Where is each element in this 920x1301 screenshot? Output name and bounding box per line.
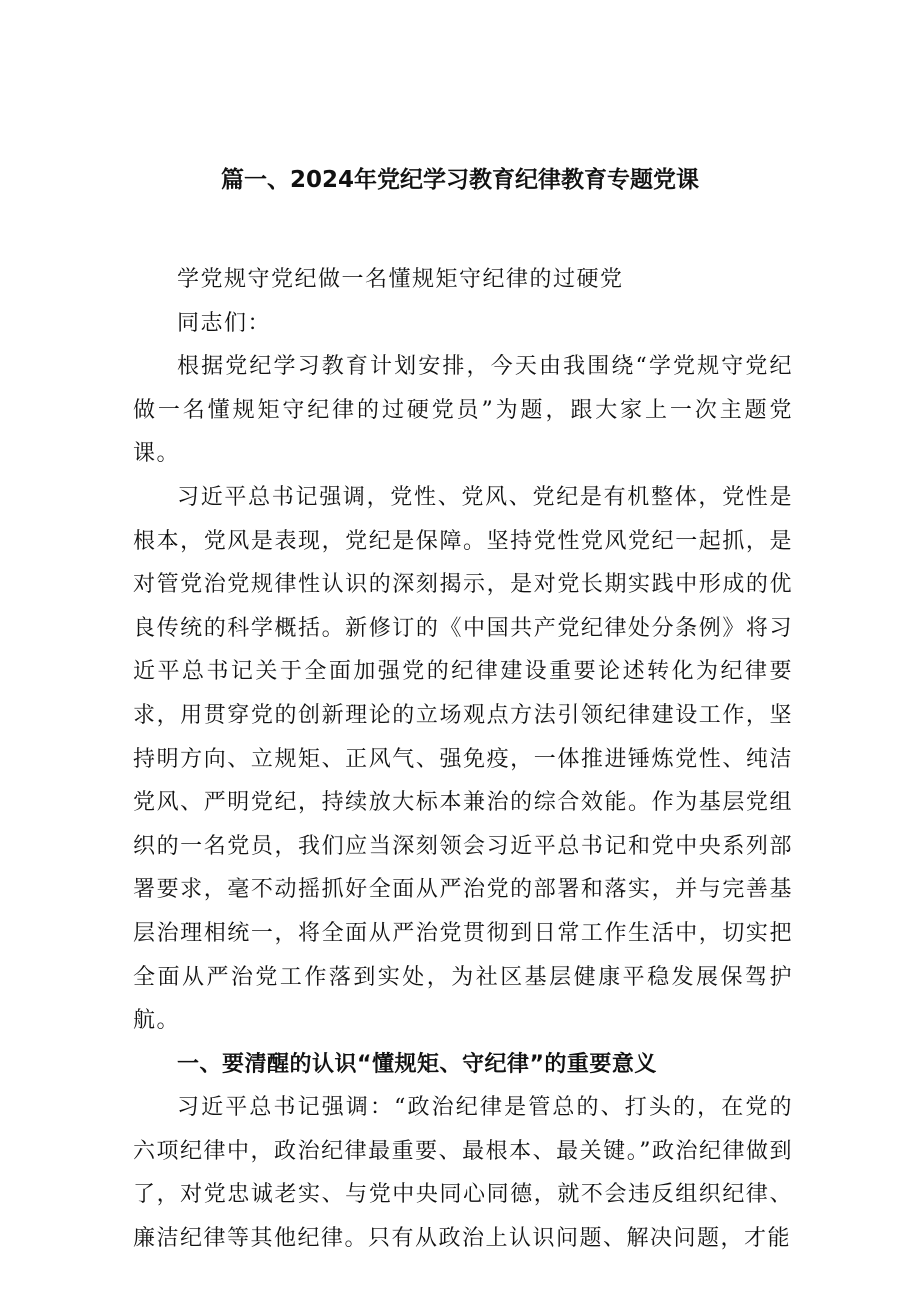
body-paragraph-intro: 根据党纪学习教育计划安排，今天由我围绕“学党规守党纪做一名懂规矩守纪律的过硬党员”为题，跟大家上一次主题党课。 bbox=[133, 354, 793, 467]
section-paragraph: 习近平总书记强调：“政治纪律是管总的、打头的，在党的六项纪律中，政治纪律最重要、最根本、最关键。”政治纪律做到了，对党忠诚老实、与党中央同心同德，就不会违反组织纪律、廉洁纪律等其他纪律。只有从政治上认识问题、解决问题，才能 bbox=[133, 1095, 793, 1252]
section-heading: 一、要清醒的认识“懂规矩、守纪律”的重要意义 bbox=[177, 1051, 657, 1077]
document-body bbox=[133, 258, 793, 1261]
lesson-subtitle: 学党规守党纪做一名懂规矩守纪律的过硬党 bbox=[177, 267, 624, 292]
document-title: 篇一、2024年党纪学习教育纪律教育专题党课 bbox=[220, 167, 699, 193]
salutation: 同志们： bbox=[177, 310, 272, 336]
body-paragraph-main: 习近平总书记强调，党性、党风、党纪是有机整体，党性是根本，党风是表现，党纪是保障。坚持党性党风党纪一起抓，是对管党治党规律性认识的深刻揭示，是对党长期实践中形成的优良传统的科学概括。新修订的《中国共产党纪律处分条例》将习近平总书记关于全面加强党的纪律建设重要论述转化为纪律要求，用贯穿党的创新理论的立场观点方法引领纪律建设工作，坚持明方向、立规矩、正风气、强免疫，一体推进锤炼党性、纯洁党风、严明党纪，持续放大标本兼治的综合效能。作为基层党组织的一名党员，我们应当深刻领会习近平总书记和党中央系列部署要求，毫不动摇抓好全面从严治党的部署和落实，并与完善基层治理相统一，将全面从严治党贯彻到日常工作生活中，切实把全面从严治党工作落到实处，为社区基层健康平稳发展保驾护航。 bbox=[133, 484, 793, 1034]
